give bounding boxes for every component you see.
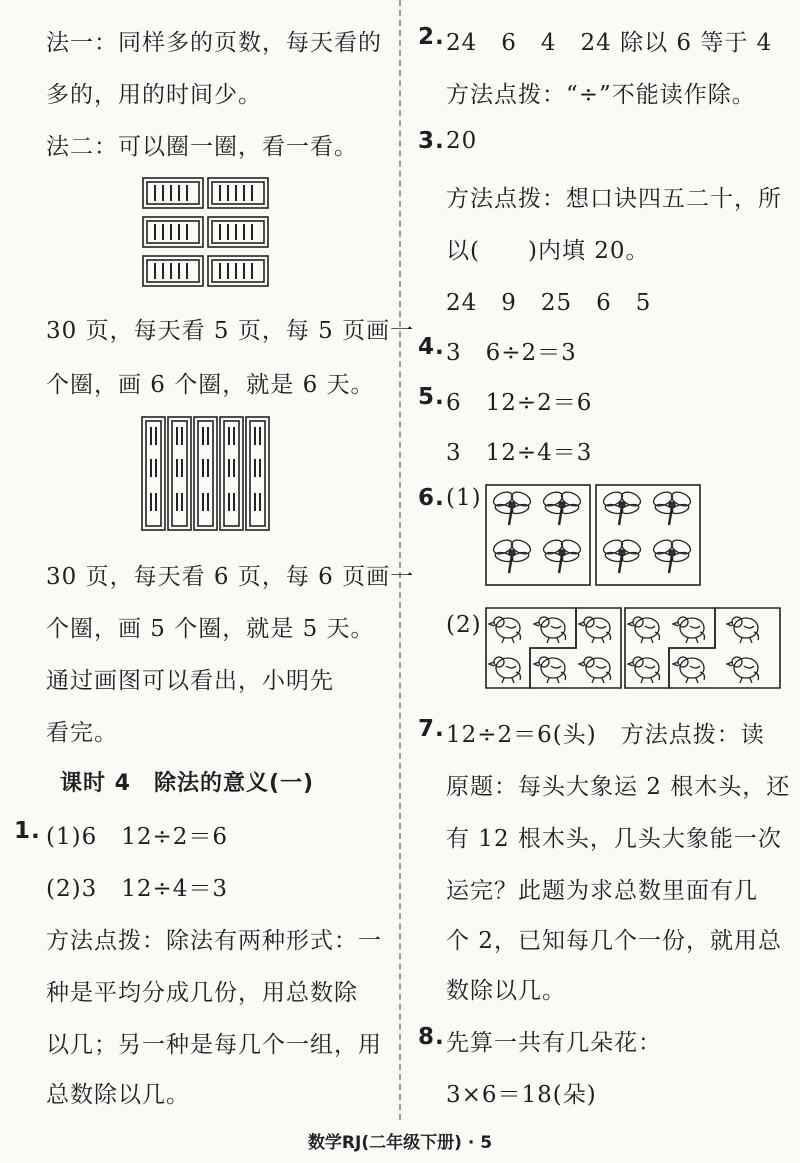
question-number: 4. [418,334,445,360]
text-line: 法二：可以圈一圈，看一看。 [46,134,358,160]
text-line: 个圈，画 5 个圈，就是 5 天。 [46,616,375,642]
sub-label: (2) [446,612,482,638]
circle-column-figure [140,415,272,533]
answer-line: 6 12÷2＝6 [446,390,593,416]
text-line: 法一：同样多的页数，每天看的 [46,30,382,56]
answer-line: 20 [446,128,478,154]
text-line: 多的，用的时间少。 [46,82,262,108]
circle-grid-figure [140,175,272,289]
sub-label: (1) [446,485,482,511]
answer-line: (1)6 12÷2＝6 [46,824,229,850]
text-line: 看完。 [46,720,118,746]
tip-line: 原题：每头大象运 2 根木头，还 [446,774,791,800]
question-number: 1. [14,818,41,844]
tip-line: 方法点拨：想口诀四五二十，所 [446,186,782,212]
tip-line: 运完？此题为求总数里面有几 [446,878,758,904]
answer-line: 先算一共有几朵花： [446,1030,662,1056]
question-number: 3. [418,128,445,154]
tip-line: 总数除以几。 [46,1082,190,1108]
question-number: 7. [418,716,445,742]
page-number: 5 [480,1133,493,1153]
answer-line: 12÷2＝6(头) 方法点拨：读 [446,722,765,748]
bird-groups-figure [484,606,782,692]
question-number: 2. [418,24,445,50]
page-footer [0,1128,800,1153]
text-line: 30 页，每天看 6 页，每 6 页画一 [46,564,415,590]
question-number: 6. [418,485,445,511]
text-line: 30 页，每天看 5 页，每 5 页画一 [46,318,415,344]
question-number: 5. [418,384,445,410]
dragonfly-groups-figure [484,483,702,588]
tip-line: 方法点拨：除法有两种形式：一 [46,928,382,954]
question-number: 8. [418,1024,445,1050]
answer-line: 3 12÷4＝3 [446,440,593,466]
tip-line: 方法点拨：“÷”不能读作除。 [446,82,756,108]
text-line: 个圈，画 6 个圈，就是 6 天。 [46,372,375,398]
text-line: 通过画图可以看出，小明先 [46,668,334,694]
answer-line: 24 9 25 6 5 [446,290,652,316]
answer-line: 24 6 4 24 除以 6 等于 4 [446,30,773,56]
tip-line: 个 2，已知每几个一份，就用总 [446,928,782,954]
lesson-heading: 课时 4 除法的意义(一) [60,771,315,796]
footer-subject: 数学RJ(二年级下册) [307,1133,462,1153]
tip-line: 以几；另一种是每几个一组，用 [46,1032,382,1058]
tip-line: 种是平均分成几份，用总数除 [46,980,358,1006]
tip-line: 有 12 根木头，几头大象能一次 [446,826,782,852]
answer-line: 3×6＝18(朵) [446,1082,597,1108]
answer-line: (2)3 12÷4＝3 [46,876,229,902]
tip-line: 以( )内填 20。 [446,238,650,264]
tip-line: 数除以几。 [446,978,566,1004]
footer-separator: · [467,1133,475,1153]
answer-line: 3 6÷2＝3 [446,340,577,366]
